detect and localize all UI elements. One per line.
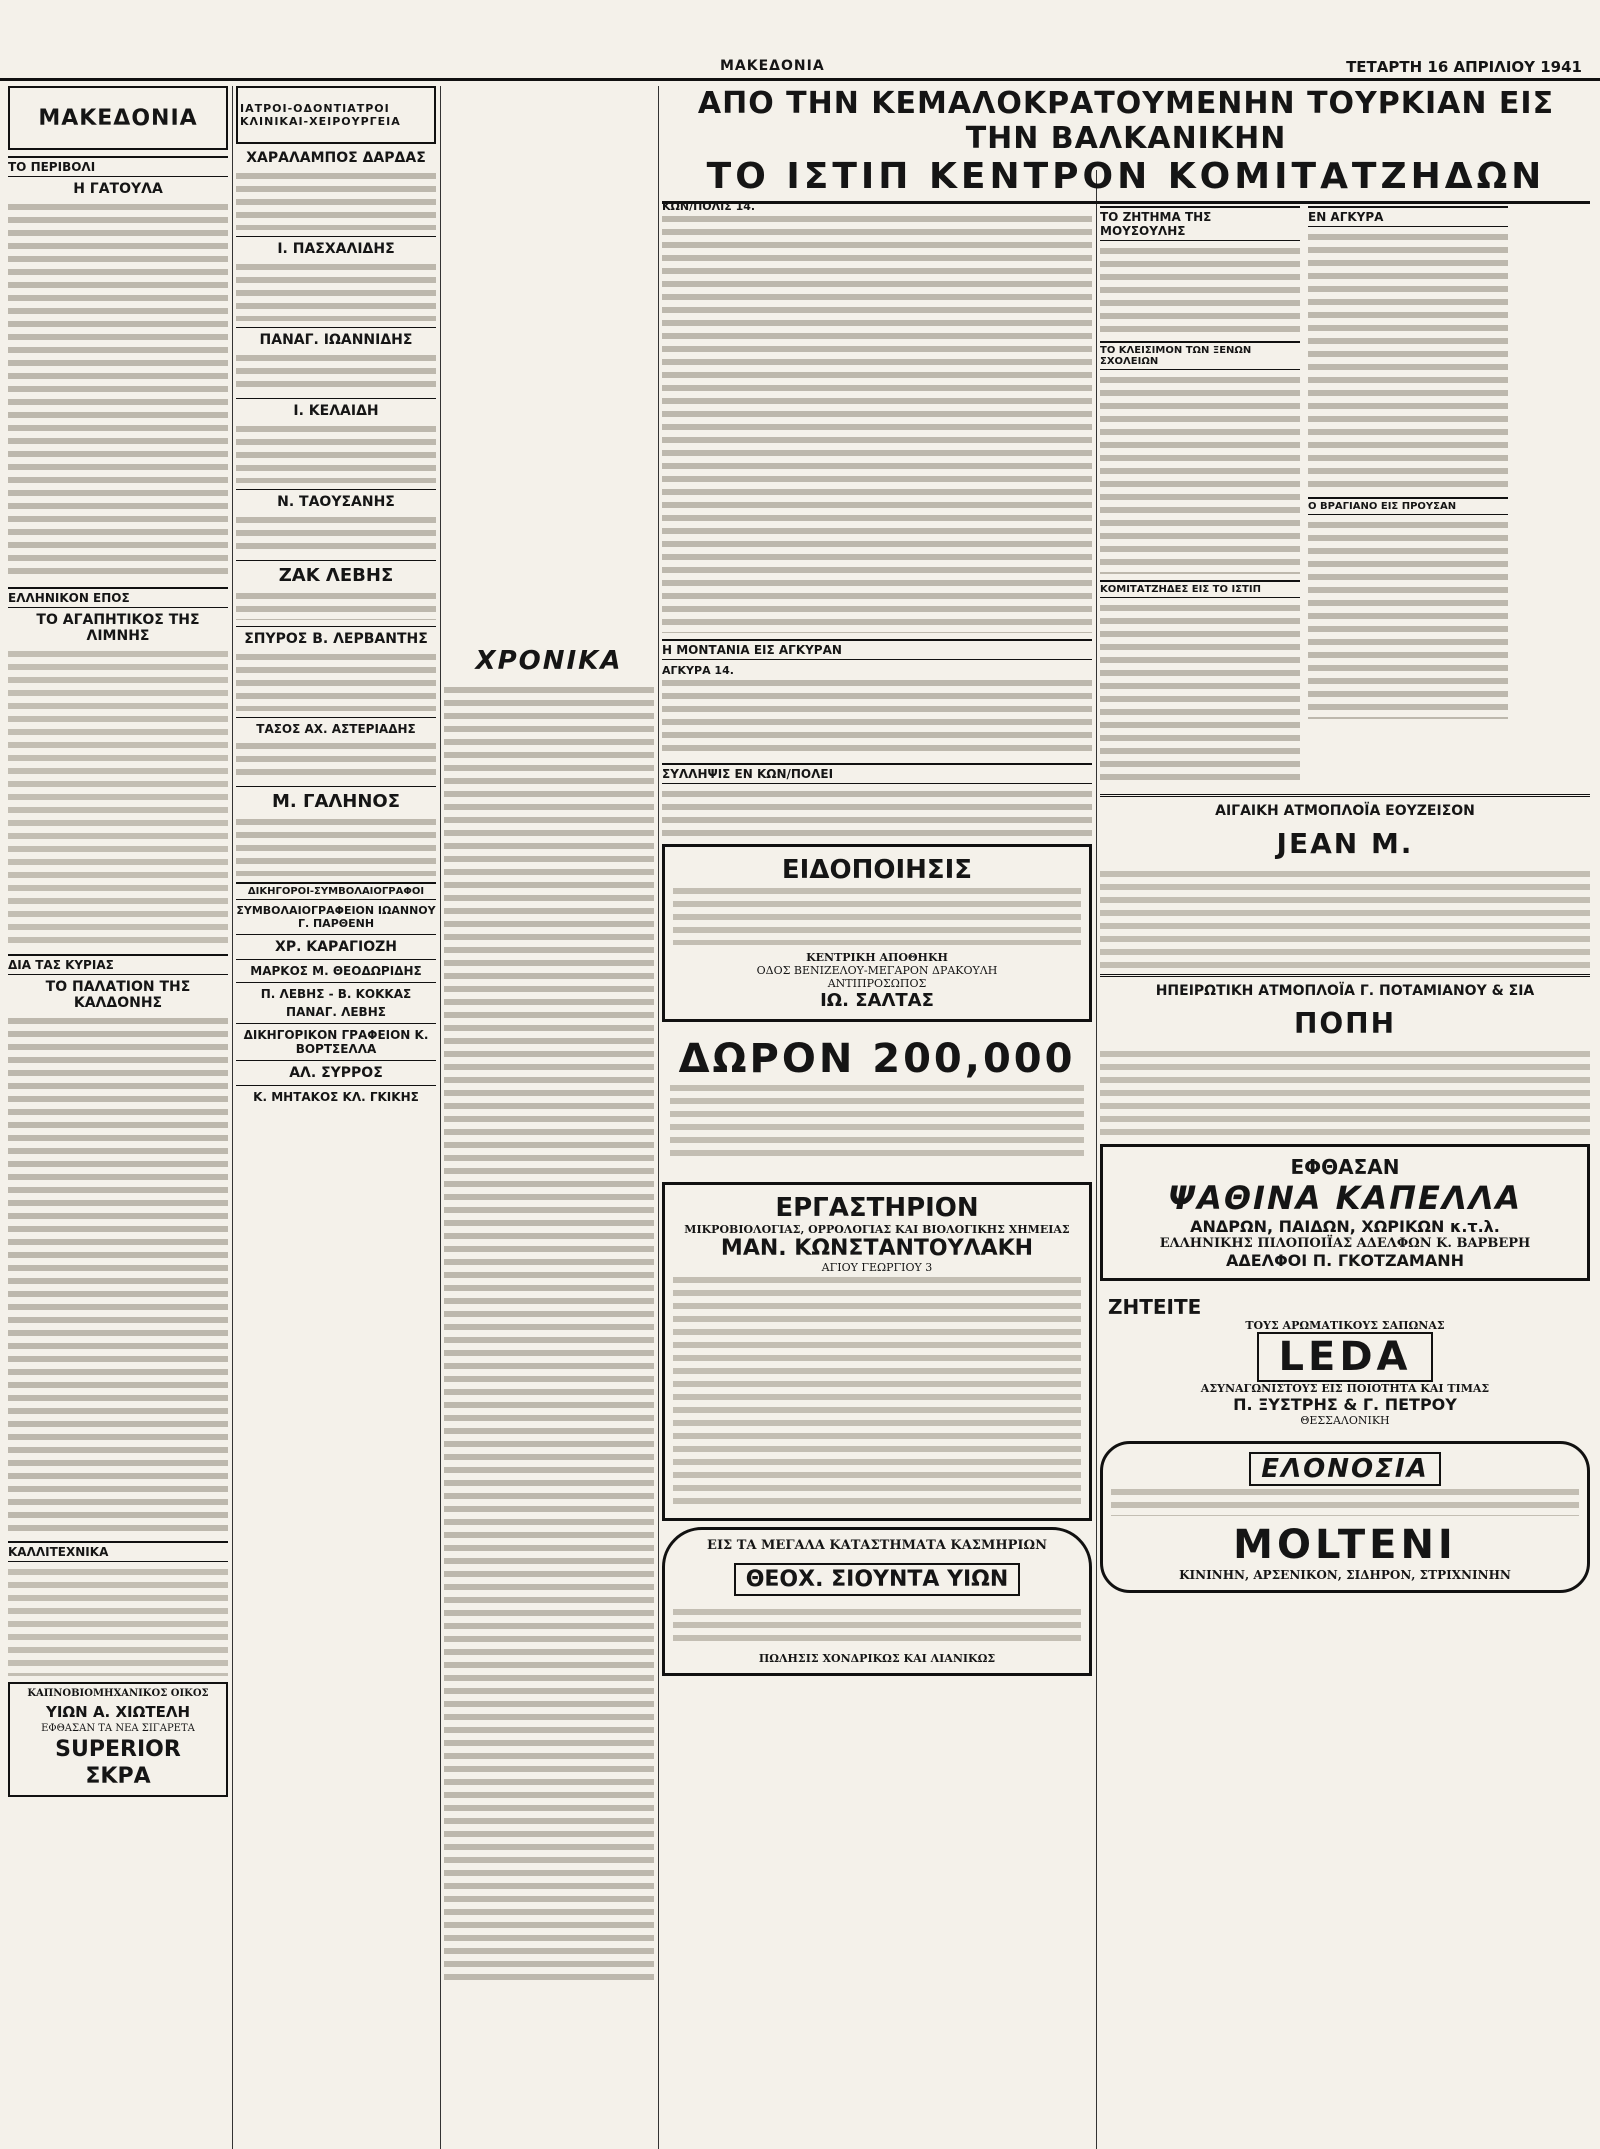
column-rule bbox=[440, 86, 441, 2149]
article-body bbox=[8, 1015, 228, 1535]
lab-body bbox=[673, 1274, 1081, 1504]
hat-ad bbox=[1100, 1144, 1590, 1281]
headline-line-1: ΑΠΟ ΤΗΝ ΚΕΜΑΛΟΚΡΑΤΟΥΜΕΝΗΝ ΤΟΥΡΚΙΑΝ ΕΙΣ ΤΗΝ ΒΑΛΚΑΝΙΚΗΝ bbox=[697, 86, 1555, 156]
lawyer-name: ΣΥΜΒΟΛΑΙΟΓΡΑΦΕΙΟΝ ΙΩΑΝΝΟΥ Γ. ΠΑΡΘΕΝΗ bbox=[236, 904, 436, 930]
shop-line: ΕΙΣ ΤΑ ΜΕΓΑΛΑ ΚΑΤΑΣΤΗΜΑΤΑ ΚΑΣΜΗΡΙΩΝ bbox=[707, 1538, 1047, 1553]
divider bbox=[236, 717, 436, 718]
issue-date: ΤΕΤΑΡΤΗ 16 ΑΠΡΙΛΙΟΥ 1941 bbox=[1346, 58, 1582, 76]
masthead-banner: ΜΑΚΕΔΟΝΙΑ bbox=[8, 86, 228, 150]
shipping-header: ΑΙΓΑΙΚΗ ΑΤΜΟΠΛΟΪΑ ΕΟΥΖΕΙΣΟΝ bbox=[1215, 803, 1475, 819]
divider bbox=[236, 327, 436, 328]
lawyer-name: ΑΛ. ΣΥΡΡΟΣ bbox=[289, 1065, 383, 1081]
divider bbox=[236, 982, 436, 983]
column-3 bbox=[444, 86, 654, 2149]
listing-body bbox=[236, 514, 436, 554]
medicine-title: ΕΛΟΝΟΣΙΑ bbox=[1249, 1452, 1440, 1486]
doctor-name: ΣΠΥΡΟΣ Β. ΛΕΡΒΑΝΤΗΣ bbox=[244, 631, 428, 647]
lab-name: ΜΑΝ. ΚΩΝΣΤΑΝΤΟΥΛΑΚΗ bbox=[720, 1236, 1034, 1261]
section-kicker: ΕΛΛΗΝΙΚΟΝ ΕΠΟΣ bbox=[8, 587, 228, 608]
divider bbox=[236, 1060, 436, 1061]
doctors-banner: ΙΑΤΡΟΙ-ΟΔΟΝΤΙΑΤΡΟΙ ΚΛΙΝΙΚΑΙ-ΧΕΙΡΟΥΡΓΕΙΑ bbox=[236, 86, 436, 144]
lab-subtitle: ΜΙΚΡΟΒΙΟΛΟΓΙΑΣ, ΟΡΡΟΛΟΓΙΑΣ ΚΑΙ ΒΙΟΛΟΓΙΚΗΣ ΧΗΜΕΙΑΣ bbox=[684, 1223, 1070, 1236]
article-body bbox=[1308, 519, 1508, 719]
soap-brand: LEDA bbox=[1257, 1332, 1434, 1382]
medicine-brand: MOLTENI bbox=[1233, 1522, 1457, 1568]
article-title: Η ΓΑΤΟΥΛΑ bbox=[73, 181, 163, 197]
medicine-sub: ΚΙΝΙΝΗΝ, ΑΡΣΕΝΙΚΟΝ, ΣΙΔΗΡΟΝ, ΣΤΡΙΧΝΙΝΗΝ bbox=[1179, 1568, 1511, 1582]
ship-name: JEAN M. bbox=[1276, 827, 1414, 860]
column-4 bbox=[662, 200, 1092, 2149]
divider bbox=[236, 786, 436, 787]
section-kicker: ΕΝ ΑΓΚΥΡΑ bbox=[1308, 206, 1508, 227]
page-header bbox=[0, 58, 1600, 81]
listing-body bbox=[236, 590, 436, 620]
doctor-name: Μ. ΓΑΛΗΝΟΣ bbox=[271, 791, 401, 812]
shop-footer: ΠΩΛΗΣΙΣ ΧΟΝΔΡΙΚΩΣ ΚΑΙ ΛΙΑΝΙΚΩΣ bbox=[758, 1652, 996, 1665]
shipping-header: ΗΠΕΙΡΩΤΙΚΗ ΑΤΜΟΠΛΟΪΑ Γ. ΠΟΤΑΜΙΑΝΟΥ & ΣΙΑ bbox=[1155, 983, 1535, 999]
divider bbox=[236, 398, 436, 399]
section-kicker: ΣΥΛΛΗΨΙΣ ΕΝ ΚΩΝ/ΠΟΛΕΙ bbox=[662, 763, 1092, 784]
lawyer-name: ΔΙΚΗΓΟΡΙΚΟΝ ΓΡΑΦΕΙΟΝ Κ. ΒΟΡΤΣΕΛΛΑ bbox=[243, 1028, 429, 1056]
soap-ad bbox=[1100, 1287, 1590, 1435]
doctor-name: ΠΑΝΑΓ. ΙΩΑΝΝΙΔΗΣ bbox=[259, 332, 413, 348]
notice-body bbox=[673, 885, 1081, 945]
shipping-body bbox=[1100, 1048, 1590, 1138]
divider bbox=[236, 934, 436, 935]
divider bbox=[236, 1085, 436, 1086]
section-kicker: ΚΟΜΙΤΑΤΖΗΔΕΣ ΕΙΣ ΤΟ ΙΣΤΙΠ bbox=[1100, 580, 1300, 598]
soap-city: ΘΕΣΣΑΛΟΝΙΚΗ bbox=[1300, 1414, 1390, 1427]
listing-body bbox=[236, 651, 436, 711]
lab-ad bbox=[662, 1182, 1092, 1521]
column-rule bbox=[658, 86, 659, 2149]
divider bbox=[1100, 794, 1590, 797]
lab-title: ΕΡΓΑΣΤΗΡΙΟΝ bbox=[775, 1193, 979, 1223]
section-kicker: ΤΟ ΠΕΡΙΒΟΛΙ bbox=[8, 156, 228, 177]
doctor-name: Ν. ΤΑΟΥΣΑΝΗΣ bbox=[277, 494, 395, 510]
gift-ad bbox=[662, 1028, 1092, 1176]
notice-name: ΙΩ. ΣΑΛΤΑΣ bbox=[820, 990, 934, 1011]
listing-body bbox=[236, 740, 436, 780]
column-2 bbox=[236, 86, 436, 2149]
section-kicker: ΤΟ ΚΛΕΙΣΙΜΟΝ ΤΩΝ ΞΕΝΩΝ ΣΧΟΛΕΙΩΝ bbox=[1100, 341, 1300, 370]
lawyer-name: ΠΑΝΑΓ. ΛΕΒΗΣ bbox=[286, 1005, 386, 1019]
section-title: ΧΡΟΝΙΚΑ bbox=[475, 646, 623, 676]
news-subcolumns bbox=[1100, 200, 1590, 788]
subcolumn bbox=[1308, 200, 1508, 788]
dateline: ΑΓΚΥΡΑ 14. bbox=[662, 664, 734, 677]
lawyer-name: Κ. ΜΗΤΑΚΟΣ ΚΛ. ΓΚΙΚΗΣ bbox=[253, 1090, 419, 1104]
doctor-name: ΖΑΚ ΛΕΒΗΣ bbox=[278, 565, 394, 586]
dateline: ΚΩΝ/ΠΟΛΙΣ 14. bbox=[662, 200, 756, 213]
article-title: ΤΟ ΑΓΑΠΗΤΙΚΟΣ ΤΗΣ ΛΙΜΝΗΣ bbox=[36, 612, 200, 644]
doctor-name: Ι. ΠΑΣΧΑΛΙΔΗΣ bbox=[277, 241, 395, 257]
divider bbox=[236, 959, 436, 960]
listing-body bbox=[236, 170, 436, 230]
hat-distributor: ΑΔΕΛΦΟΙ Π. ΓΚΟΤΖΑΜΑΝΗ bbox=[1225, 1251, 1465, 1270]
notice-rep: ΑΝΤΙΠΡΟΣΩΠΟΣ bbox=[827, 977, 927, 990]
article-body bbox=[8, 201, 228, 581]
divider bbox=[236, 236, 436, 237]
section-kicker: ΔΙΑ ΤΑΣ ΚΥΡΙΑΣ bbox=[8, 954, 228, 975]
gift-body bbox=[670, 1082, 1084, 1162]
medicine-body bbox=[1111, 1486, 1579, 1516]
column-1 bbox=[8, 86, 228, 2149]
article-body bbox=[662, 213, 1092, 633]
ad-title: ΚΑΠΝΟΒΙΟΜΗΧΑΝΙΚΟΣ ΟΙΚΟΣ bbox=[27, 1688, 209, 1699]
tobacco-ad bbox=[8, 1682, 228, 1797]
article-body bbox=[1100, 245, 1300, 335]
shop-name: ΘΕΟΧ. ΣΙΟΥΝΤΑ ΥΙΩΝ bbox=[734, 1563, 1021, 1596]
masthead-logo: ΜΑΚΕΔΟΝΙΑ bbox=[720, 58, 825, 74]
article-body bbox=[662, 677, 1092, 757]
soap-sub: ΤΟΥΣ ΑΡΩΜΑΤΙΚΟΥΣ ΣΑΠΩΝΑΣ bbox=[1245, 1319, 1445, 1332]
article-title: ΤΟ ΠΑΛΑΤΙΟΝ ΤΗΣ ΚΑΛΔΟΝΗΣ bbox=[45, 979, 191, 1011]
hat-maker: ΕΛΛΗΝΙΚΗΣ ΠΙΛΟΠΟΙΪΑΣ ΑΔΕΛΦΩΝ Κ. ΒΑΡΒΕΡΗ bbox=[1159, 1236, 1531, 1251]
divider bbox=[236, 1023, 436, 1024]
divider bbox=[236, 489, 436, 490]
divider bbox=[1100, 974, 1590, 977]
article-body bbox=[1308, 231, 1508, 491]
article-body bbox=[8, 1566, 228, 1676]
lawyers-header: ΔΙΚΗΓΟΡΟΙ-ΣΥΜΒΟΛΑΙΟΓΡΑΦΟΙ bbox=[236, 882, 436, 900]
main-headline bbox=[662, 86, 1590, 204]
notice-address: ΟΔΟΣ ΒΕΝΙΖΕΛΟΥ-ΜΕΓΑΡΟΝ ΔΡΑΚΟΥΛΗ bbox=[756, 964, 998, 977]
listing-body bbox=[236, 816, 436, 876]
article-body bbox=[662, 788, 1092, 838]
notice-title: ΕΙΔΟΠΟΙΗΣΙΣ bbox=[781, 855, 973, 885]
listing-body bbox=[236, 261, 436, 321]
section-kicker: Ο ΒΡΑΓΙΑΝΟ ΕΙΣ ΠΡΟΥΣΑΝ bbox=[1308, 497, 1508, 515]
listing-body bbox=[236, 352, 436, 392]
article-body bbox=[1100, 602, 1300, 782]
hat-sub: ΑΝΔΡΩΝ, ΠΑΙΔΩΝ, ΧΩΡΙΚΩΝ κ.τ.λ. bbox=[1190, 1217, 1500, 1236]
lab-address: ΑΓΙΟΥ ΓΕΩΡΓΙΟΥ 3 bbox=[821, 1261, 933, 1274]
doctor-name: ΤΑΣΟΣ ΑΧ. ΑΣΤΕΡΙΑΔΗΣ bbox=[256, 722, 416, 736]
shop-body bbox=[673, 1606, 1081, 1646]
lawyer-name: ΧΡ. ΚΑΡΑΓΙΟΖΗ bbox=[275, 939, 397, 955]
ad-name: ΥΙΩΝ Α. ΧΙΩΤΕΛΗ bbox=[45, 1702, 191, 1721]
article-body bbox=[8, 648, 228, 948]
article-body bbox=[1100, 374, 1300, 574]
section-kicker: ΚΑΛΛΙΤΕΧΝΙΚΑ bbox=[8, 1541, 228, 1562]
ad-brand: SUPERIOR bbox=[55, 1737, 181, 1762]
ship-name: ΠΟΠΗ bbox=[1293, 1007, 1397, 1040]
doctor-name: Ι. ΚΕΛΑΙΔΗ bbox=[293, 403, 379, 419]
lawyer-name: Π. ΛΕΒΗΣ - Β. ΚΟΚΚΑΣ bbox=[260, 987, 412, 1001]
section-kicker: Η ΜΟΝΤΑΝΙΑ ΕΙΣ ΑΓΚΥΡΑΝ bbox=[662, 639, 1092, 660]
column-rule bbox=[1096, 170, 1097, 2149]
column-rule bbox=[232, 86, 233, 2149]
ad-brand: ΣΚΡΑ bbox=[85, 1764, 151, 1789]
hat-title: ΨΑΘΙΝΑ ΚΑΠΕΛΛΑ bbox=[1167, 1179, 1523, 1217]
headline-line-2: ΤΟ ΙΣΤΙΠ ΚΕΝΤΡΟΝ ΚΟΜΙΤΑΤΖΗΔΩΝ bbox=[662, 156, 1590, 204]
article-body bbox=[444, 684, 654, 1984]
divider bbox=[236, 560, 436, 561]
section-kicker: ΤΟ ΖΗΤΗΜΑ ΤΗΣ ΜΟΥΣΟΥΛΗΣ bbox=[1100, 206, 1300, 241]
subcolumn bbox=[1100, 200, 1300, 788]
soap-rep: Π. ΞΥΣΤΡΗΣ & Γ. ΠΕΤΡΟΥ bbox=[1233, 1395, 1457, 1414]
lawyer-name: ΜΑΡΚΟΣ Μ. ΘΕΟΔΩΡΙΔΗΣ bbox=[250, 964, 422, 978]
doctor-name: ΧΑΡΑΛΑΜΠΟΣ ΔΑΡΔΑΣ bbox=[246, 150, 426, 166]
listing-body bbox=[236, 423, 436, 483]
notice-store: ΚΕΝΤΡΙΚΗ ΑΠΟΘΗΚΗ bbox=[806, 951, 948, 964]
shop-ad bbox=[662, 1527, 1092, 1676]
hat-header: ΕΦΘΑΣΑΝ bbox=[1290, 1155, 1400, 1179]
soap-tagline: ΑΣΥΝΑΓΩΝΙΣΤΟΥΣ ΕΙΣ ΠΟΙΟΤΗΤΑ ΚΑΙ ΤΙΜΑΣ bbox=[1200, 1382, 1490, 1395]
column-5 bbox=[1100, 200, 1590, 2149]
notice-ad bbox=[662, 844, 1092, 1022]
ad-sub: ΕΦΘΑΣΑΝ ΤΑ ΝΕΑ ΣΙΓΑΡΕΤΑ bbox=[41, 1722, 195, 1734]
medicine-ad bbox=[1100, 1441, 1590, 1593]
shipping-body bbox=[1100, 868, 1590, 968]
soap-header: ΖΗΤΕΙΤΕ bbox=[1108, 1295, 1202, 1319]
divider bbox=[236, 626, 436, 627]
gift-title: ΔΩΡΟΝ 200,000 bbox=[678, 1036, 1076, 1082]
